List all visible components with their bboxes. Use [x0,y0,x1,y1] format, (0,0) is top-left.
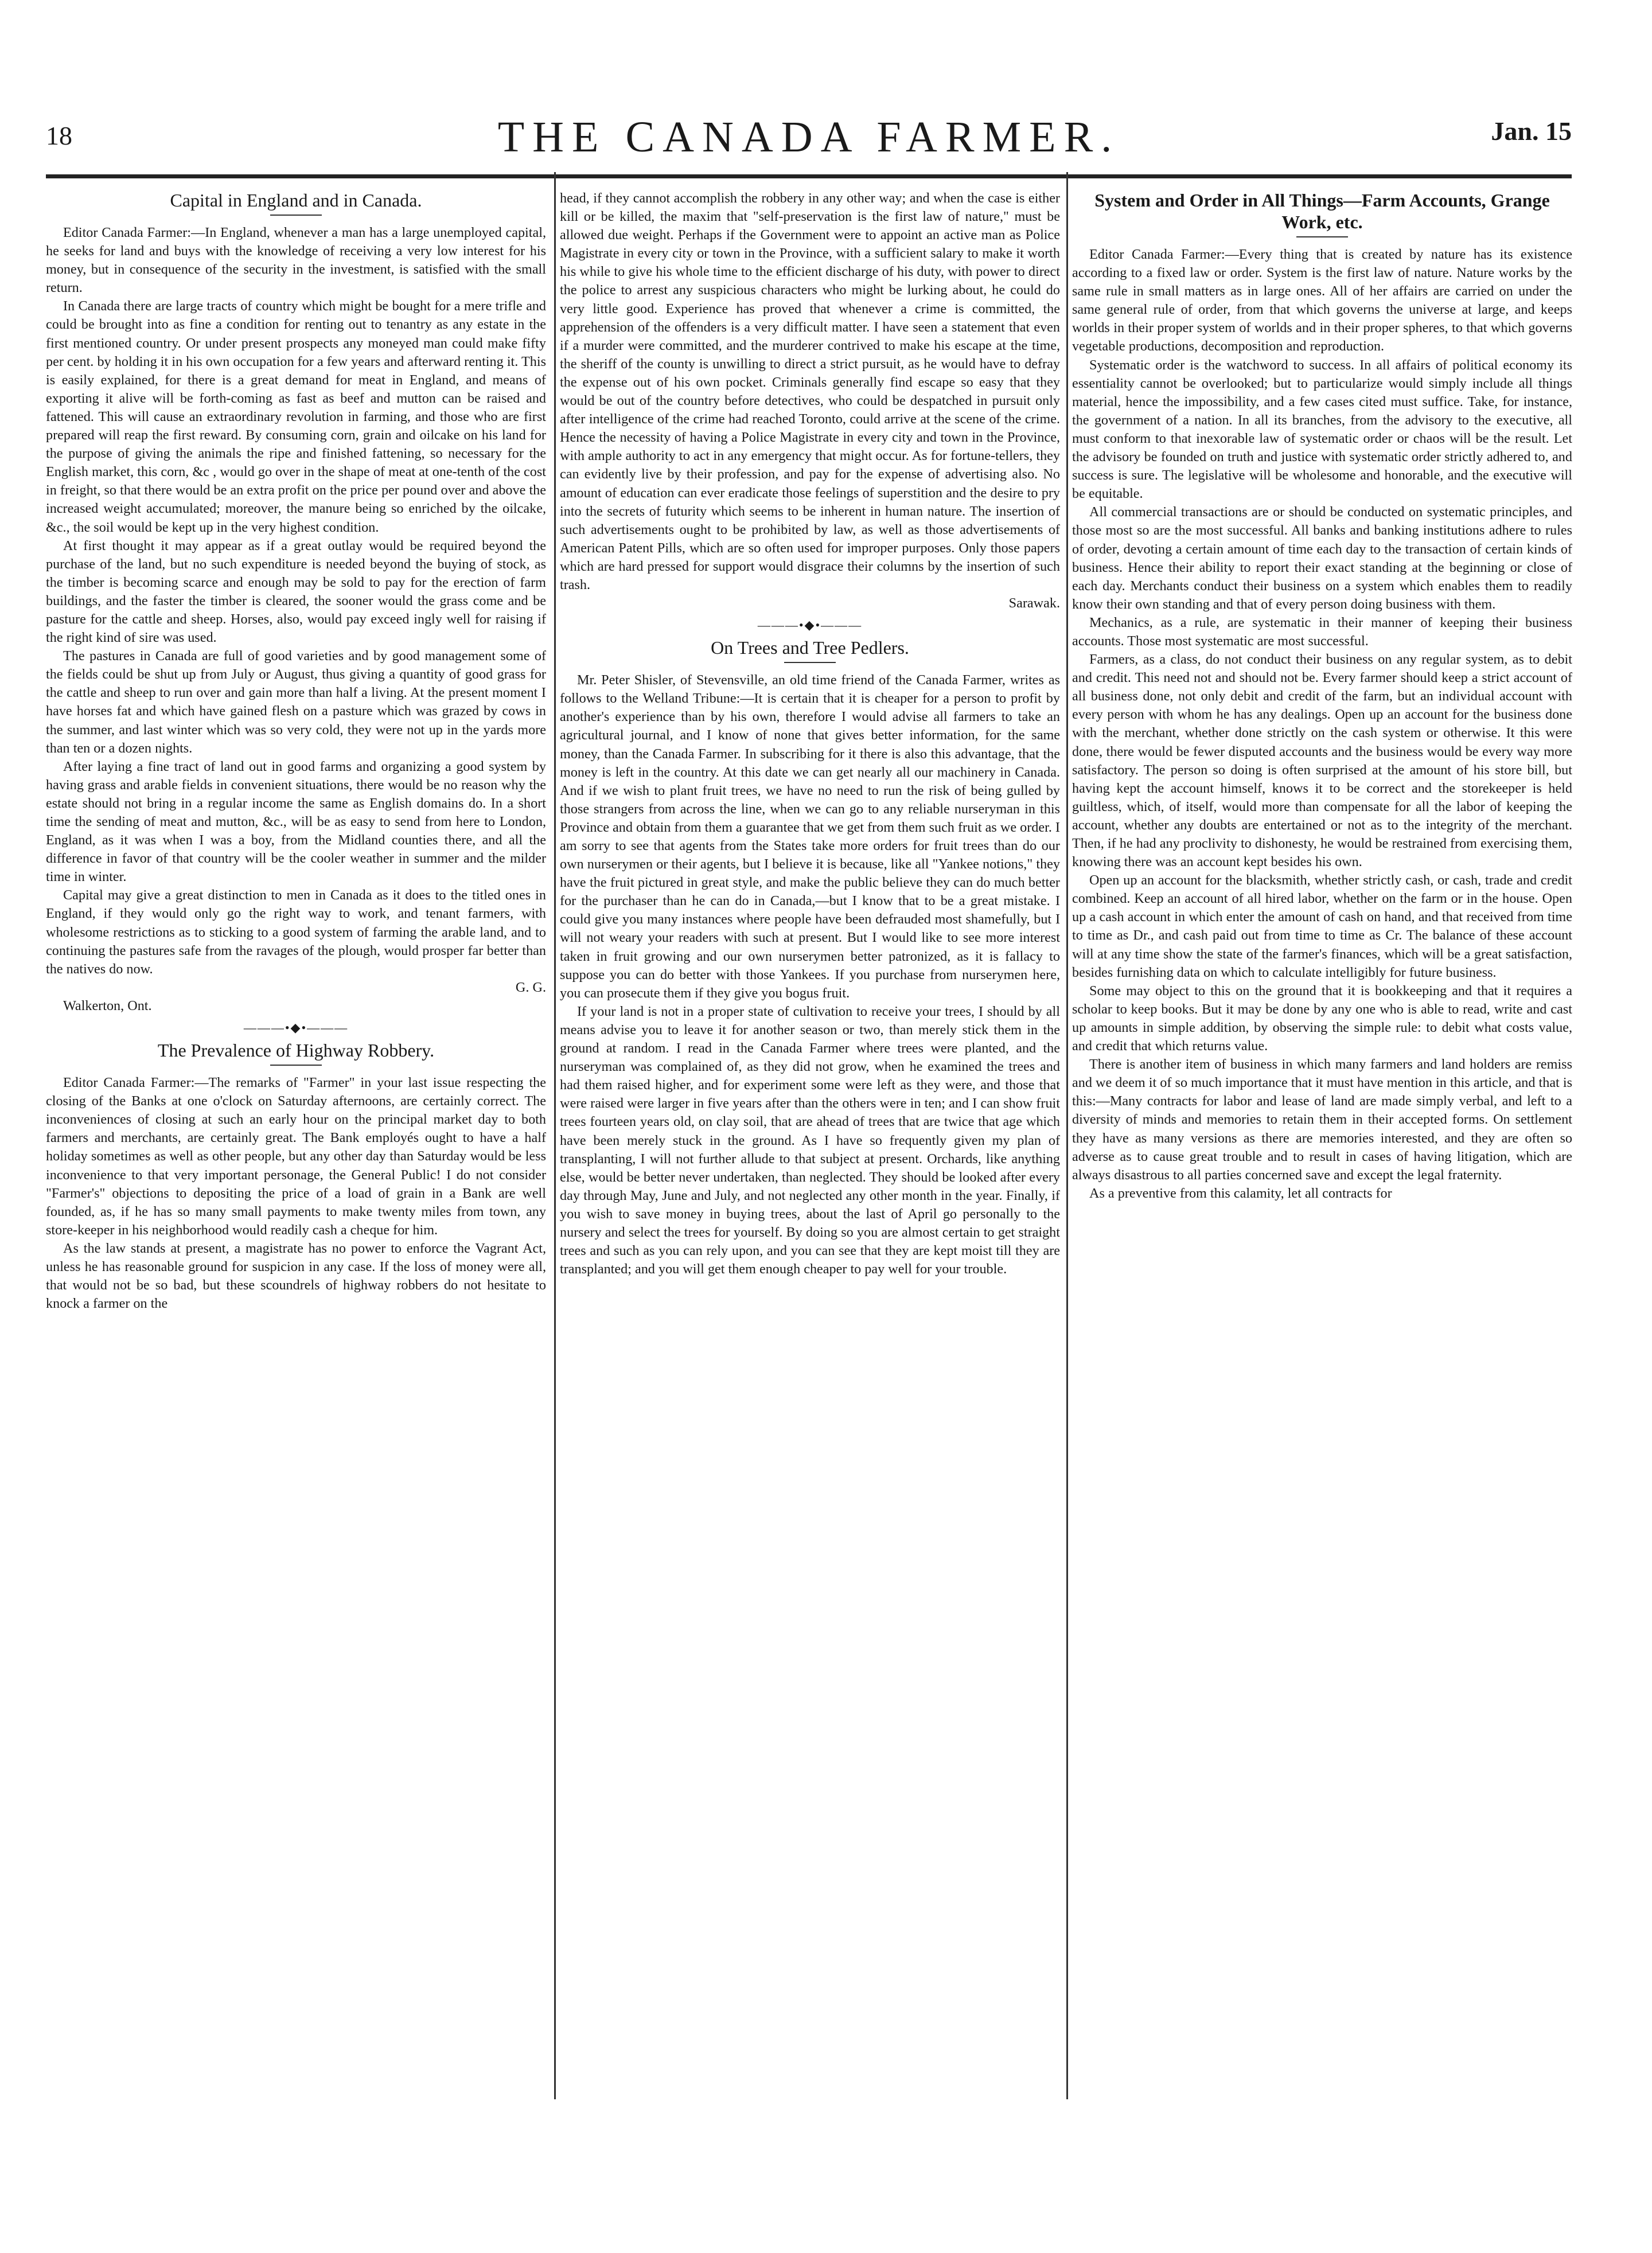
heading-rule [784,662,836,663]
masthead [46,112,1572,172]
article-paragraph: Systematic order is the watchword to success. In all affairs of political economy its essentiality cannot be overlooked; but to particularize would simply include all things material, hence the impossibility, and a few cases cited must suffice. Take, for instance, the government of a nation. In all its branches, from the advisory to the executive, all must conform to that inexorable law of systematic order or chaos will be the result. Let the advisory be founded on truth and justice with systematic order strictly adhered to, and success is sure. The legislative will be wholesome and honorable, and the executive will be equitable. [1072,357,1572,502]
column-divider-2 [1066,172,1068,2099]
article-heading-system-and-order: System and Order in All Things—Farm Accounts, Grange Work, etc. [1094,190,1550,232]
heading-rule [270,215,322,216]
article-paragraph: In Canada there are large tracts of country which might be bought for a mere trifle and could be brought into as fine a condition for renting out to tenantry as any estate in the first mentioned country. Or under present prospects any moneyed man could make fifty per cent. by holding it in his own occupation for a few years and afterward renting it. This is easily explained, for there is a great demand for meat in England, and means of exporting it alive will be forth-coming as fast as beef and mutton can be raised and fattened. This will cause an extraordinary revolution in farming, and those who are first prepared will reap the first reward. By consuming corn, grain and oilcake on his land for the purpose of giving the animals the ripe and finished fattening, so necessary for the English market, this corn, &c , would go over in the shape of meat at one-tenth of the cost in freight, so that there would be an extra profit on the price per pound over and above the increased weight accumulated; moreover, the manure being so enriched by the oilcake, &c., the soil would be kept up in the very highest condition. [46,298,546,535]
article-paragraph: Mr. Peter Shisler, of Stevensville, an old time friend of the Canada Farmer, writes as follows to the Welland Tribune:—It is certain that it is cheaper for a person to profit by another's experience than by his own, therefore I would advise all farmers to take an agricultural journal, and I know of none that gives better information, for the same money, than the Canada Farmer. In subscribing for it there is also this advantage, that the money is left in the country. At this date we can get nearly all our machinery in Canada. And if we wish to plant fruit trees, we have no need to run the risk of being gulled by those strangers from across the line, when we can go to any reliable nurseryman in this Province and obtain from them a guarantee that we get from them such fruit as we order. I am sorry to see that agents from the States take more orders for fruit trees than do our own nurserymen or their agents, but I believe it is because, like all "Yankee notions," they have the fruit pictured in great style, and make the public believe they can do much better for the purchaser than he can do in Canada,—but I know that to be a great mistake. I could give you many instances where people have been defrauded most shamefully, but I will not weary your readers with such at present. But I would like to see more interest taken in fruit growing and our own nurserymen better patronized, as it is fallacy to suppose you can do better with those Yankees. If you purchase from nurserymen here, you can prosecute them if they give you bogus fruit. [560,672,1060,1001]
article-signature: G. G. [515,979,546,995]
article-separator: ———•◆•——— [243,1020,349,1035]
article-separator: ———•◆•——— [757,618,863,633]
article-paragraph: All commercial transactions are or should be conducted on systematic principles, and those most so are the most successful. All banks and banking institutions adhere to rules of order, devoting a certain amount of time each day to the transaction of certain kinds of business. Hence their ability to report their exact standing at the beginning or close of each day. Merchants conduct their business on a system which enables them to readily know their own standing and that of every person doing business with them. [1072,504,1572,612]
article-paragraph: Open up an account for the blacksmith, whether strictly cash, or cash, trade and credit combined. Keep an account of all hired labor, whether on the farm or in the house. Open up a cash account in which enter the amount of cash on hand, and that received from time to time as Dr., and cash paid out from time to time as Cr. The balance of these account will at any time show the state of the farmer's finances, which will be a great satisfaction, besides furnishing data on which to calculate intelligibly for future business. [1072,872,1572,980]
article-paragraph: Editor Canada Farmer:—Every thing that is created by nature has its existence according to a fixed law or order. System is the first law of nature. Nature works by the same rule in small matters as in large ones. All of her affairs are carried on under the same general rule of order, from that which governs the universe at large, and keeps worlds in their proper system of worlds and in their proper spheres, to that which governs vegetable productions, decomposition and reproduction. [1072,247,1572,354]
article-paragraph: After laying a fine tract of land out in good farms and organizing a good system by having grass and arable fields in convenient situations, there would be no reason why the estate should not bring in a regular income the same as English domains do. In a short time the sending of meat and mutton, &c., will be as easy to send from here to London, England, as it was when I was a boy, from the Midland counties there, and all the difference in favor of that country will be the cooler weather in summer and the milder time in winter. [46,758,546,885]
issue-date: Jan. 15 [1491,116,1572,146]
column-divider-1 [554,172,556,2099]
article-paragraph: Farmers, as a class, do not conduct their business on any regular system, as to debit and credit. This need not and should not be. Every farmer should keep a strict account of all business done, not only debit and credit of the farm, but an individual account with every person with whom he has any dealings. Open up an account for the business done with the merchant, whether done strictly on the cash system or otherwise. It this were done, there would be fewer disputed accounts and the business would be every way more satisfactory. The person so doing is often surprised at the amount of his store bill, but having kept the account himself, knows it to be correct and the storekeeper is held guiltless, which, of itself, would more than compensate for all the labor of keeping the account, whether any doubts are entertained or not as to the integrity of the merchant. Then, if he had any proclivity to dishonesty, he would be restrained from exercising them, knowing there was an account kept besides his own. [1072,652,1572,870]
column-3 [1072,189,1572,2096]
heading-rule [1296,236,1348,237]
article-paragraph: head, if they cannot accomplish the robbery in any other way; and when the case is either kill or be killed, the maxim that "self-preservation is the first law of nature," must be allowed due weight. Perhaps if the Government were to appoint an active man as Police Magistrate in every city or town in the Province, with a sufficient salary to make it worth his while to give his whole time to the efficient discharge of his duty, with power to direct the police to arrest any suspicious characters who might be lurking about, he could do very little good. Experience has proved that whenever a crime is committed, the apprehension of the offenders is a very difficult matter. I have seen a statement that even if a murder were committed, and the murderer contrived to make his escape at the time, the sheriff of the county is unwilling to direct a strict pursuit, as he would have to defray the expense out of his own pocket. Criminals generally find escape so easy that they would be out of the country before detectives, who could be despatched in pursuit only after intelligence of the crime had reached Toronto, could arrive at the scene of the crime. Hence the necessity of having a Police Magistrate in every city and town in the Province, with ample authority to act in any emergency that might occur. As for fortune-tellers, they can evidently live by their profession, and pay for the expense of advertising also. No amount of education can ever eradicate those feelings of superstition and the desire to pry into the secrets of futurity which seems to be inherent in human nature. The insertion of such advertisements ought to be prohibited by law, as well as those advertisements of American Patent Pills, which are so often used for improper purposes. Only those papers which are hard pressed for support would disgrace their columns by the insertion of such trash. [560,190,1060,593]
article-heading-trees: On Trees and Tree Pedlers. [711,637,909,658]
newspaper-title: THE CANADA FARMER. [497,113,1120,161]
article-paragraph: Editor Canada Farmer:—The remarks of "Farmer" in your last issue respecting the closing of the Banks at one o'clock on Saturday afternoons, are certainly correct. The inconveniences of closing at such an early hour on the principal market day to both farmers and merchants, are certainly great. The Bank employés ought to have a half holiday sometimes as well as other people, but any other day than Saturday would be less inconvenience to that very important personage, the General Public! I do not consider "Farmer's" objections to depositing the price of a load of grain in a Bank are well founded, as, if he has so many small payments to make twenty miles from town, any store-keeper in his neighborhood would readily cash a cheque for him. [46,1075,546,1238]
article-paragraph: If your land is not in a proper state of cultivation to receive your trees, I should by all means advise you to leave it for another season or two, than merely stick them in the ground at random. I read in the Canada Farmer where trees were planted, and the nurseryman was complained of, as they did not grow, when he examined the trees and had them raised higher, and for experiment some were left as they were, and those that were raised were larger in five years after than the others were in ten; and I can show fruit trees fourteen years old, on clay soil, that are ahead of trees that are twice that age which have been merely stuck in the ground. As I have so frequently given my plan of transplanting, I will not further allude to that subject at present. Orchards, like anything else, would be better never undertaken, than neglected. They should be looked after every day through May, June and July, and not neglected any other month in the year. Finally, if you wish to save money in buying trees, about the last of April go personally to the nursery and select the trees for yourself. By doing so you are almost certain to get straight trees and such as you can rely upon, and you can see that they are kept moist till they are transplanted; and you will get them enough cheaper to pay well for your trouble. [560,1003,1060,1277]
article-paragraph: Mechanics, as a rule, are systematic in their manner of keeping their business accounts. Those most systematic are most successful. [1072,614,1572,649]
article-paragraph: As the law stands at present, a magistrate has no power to enforce the Vagrant Act, unless he has reasonable ground for suspicion in any case. If the loss of money were all, that would not be so bad, but these scoundrels of highway robbers do not hesitate to knock a farmer on the [46,1240,546,1312]
article-paragraph: Capital may give a great distinction to men in Canada as it does to the titled ones in England, if they would only go the right way to work, and tenant farmers, with wholesome restrictions as to sticking to a good system of farming the arable land, and to continuing the pastures safe from the ravages of the plough, would prosper far better than the natives do now. [46,887,546,977]
article-paragraph: Some may object to this on the ground that it is bookkeeping and that it requires a scholar to keep books. But it may be done by any one who is able to read, write and cast up amounts in simple addition, by observing the simple rule: to debit what costs value, and credit that which returns value. [1072,983,1572,1054]
article-paragraph: There is another item of business in which many farmers and land holders are remiss and we deem it of so much importance that it must have mention in this article, and that is this:—Many contracts for labor and lease of land are made simply verbal, and left to a diversity of minds and memories to retain them in their accepted forms. On settlement they have as many versions as there are memories interested, and they are often so adverse as to cause great trouble and to result in cases of having litigation, which are always disastrous to all parties concerned save and except the legal fraternity. [1072,1057,1572,1183]
column-2 [560,189,1060,2096]
article-paragraph: Editor Canada Farmer:—In England, whenever a man has a large unemployed capital, he seeks for land and buys with the knowledge of receiving a very low interest for his money, but in consequence of the security in the investment, is satisfied with the small return. [46,225,546,296]
masthead-rule [46,174,1572,178]
article-place: Walkerton, Ont. [63,997,152,1014]
article-heading-capital: Capital in England and in Canada. [170,190,422,211]
column-1 [46,189,546,2096]
article-signature: Sarawak. [1008,595,1060,611]
article-heading-highway-robbery: The Prevalence of Highway Robbery. [157,1040,435,1061]
heading-rule [270,1065,322,1066]
article-paragraph: The pastures in Canada are full of good varieties and by good management some of the fields could be shut up from July or August, thus giving a quantity of good grass for the cattle and sheep to run over and gain more than half a living. At the present moment I have horses fat and which have gained flesh on a pasture which was grazed by cows in the summer, and last winter which was so very cold, they were not up in the yards more than ten or a dozen nights. [46,648,546,756]
article-paragraph: As a preventive from this calamity, let all contracts for [1089,1185,1392,1201]
page-number: 18 [46,121,72,150]
article-paragraph: At first thought it may appear as if a great outlay would be required beyond the purchase of the land, but no such expenditure is needed beyond the buying of stock, as the timber is becoming scarce and enough may be sold to pay for the erection of farm buildings, and the faster the timber is cleared, the sooner would the grass come and be pasture for the cattle and sheep. Horses, also, would pay exceed ingly well for raising if the right kind of sire was used. [46,537,546,646]
